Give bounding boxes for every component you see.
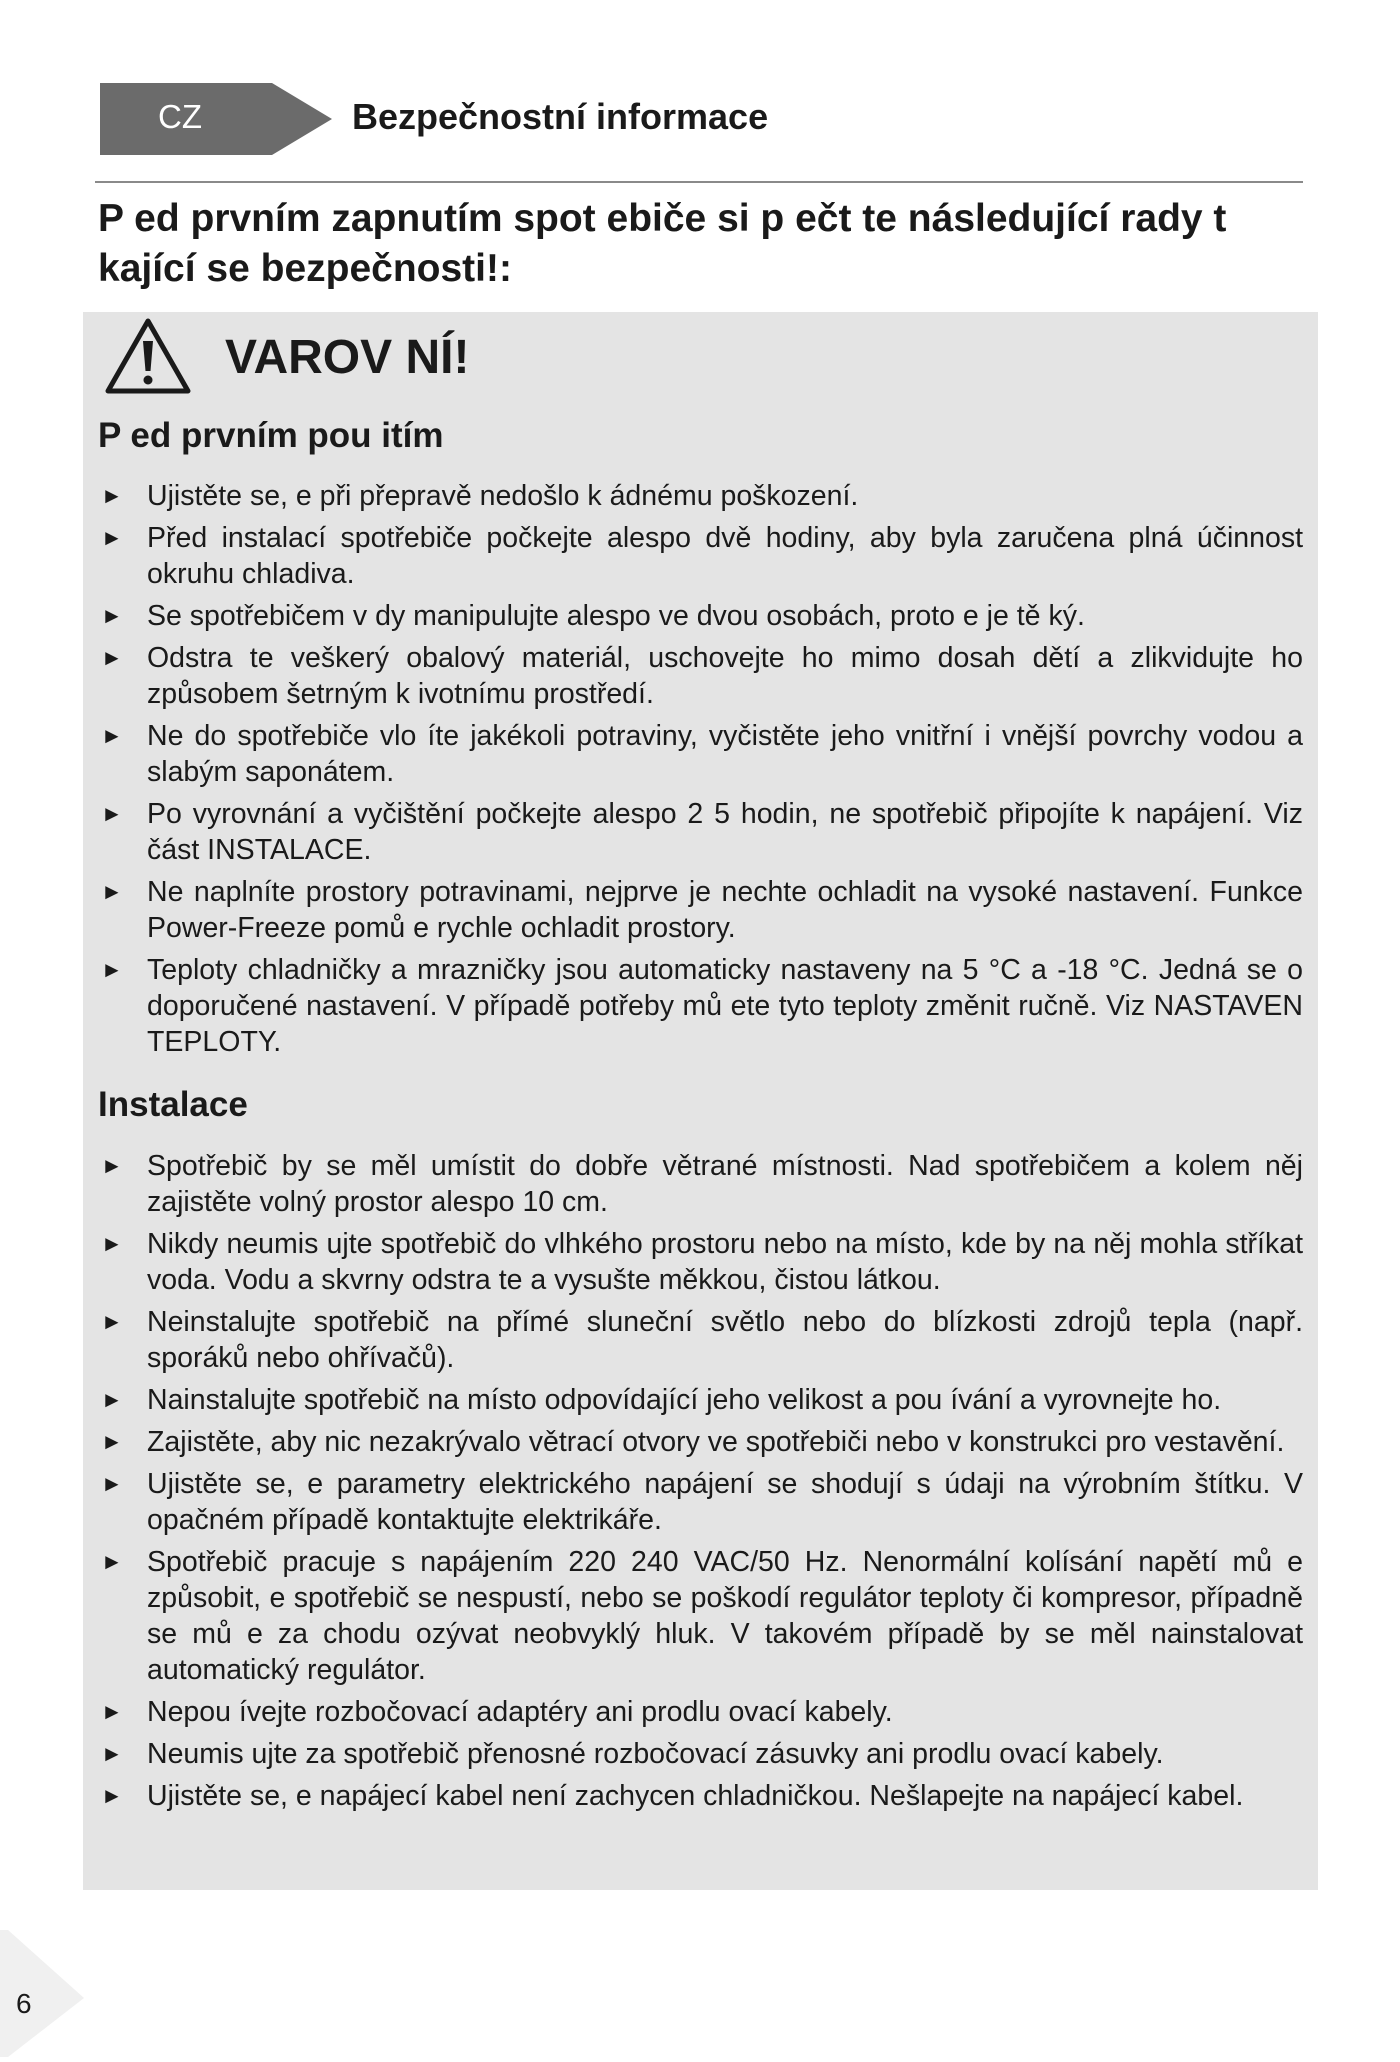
- list-item: ► Ne do spotřebiče vlo íte jakékoli potraviny, vyčistěte jeho vnitřní i vnější povrchy vodou a slabým saponátem.: [98, 718, 1303, 790]
- list-item: ► Odstra te veškerý obalový materiál, uschovejte ho mimo dosah dětí a zlikvidujte ho způsobem šetrným k ivotnímu prostředí.: [98, 640, 1303, 712]
- before-use-list: [98, 478, 1303, 1066]
- intro-heading: P ed prvním zapnutím spot ebiče si p ečt te následující rady t kající se bezpečnosti!:: [98, 197, 1227, 290]
- list-item: ► Se spotřebičem v dy manipulujte alespo ve dvou osobách, proto e je tě ký.: [98, 598, 1303, 634]
- section-title: Bezpečnostní informace: [352, 96, 769, 137]
- list-item: ► Spotřebič pracuje s napájením 220 240 VAC/50 Hz. Nenormální kolísání napětí mů e způsobit, e spotřebič se nespustí, nebo se poškodí regulátor teploty či kompresor, případně se mů e za chodu ozývat neobvyklý hluk. V takovém případě by se měl nainstalovat automatický regulátor.: [98, 1544, 1303, 1688]
- installation-heading: Instalace: [98, 1085, 248, 1124]
- list-item: ► Ujistěte se, e napájecí kabel není zachycen chladničkou. Nešlapejte na napájecí kabel.: [98, 1778, 1303, 1814]
- list-item: ► Nainstalujte spotřebič na místo odpovídající jeho velikost a pou ívání a vyrovnejte ho.: [98, 1382, 1303, 1418]
- page-number: 6: [16, 1988, 32, 2019]
- list-item: ► Neumis ujte za spotřebič přenosné rozbočovací zásuvky ani prodlu ovací kabely.: [98, 1736, 1303, 1772]
- list-item: ► Ujistěte se, e při přepravě nedošlo k ádnému poškození.: [98, 478, 1303, 514]
- language-tab: [100, 83, 332, 155]
- language-code: CZ: [158, 98, 202, 135]
- list-item: ► Před instalací spotřebiče počkejte alespo dvě hodiny, aby byla zaručena plná účinnost okruhu chladiva.: [98, 520, 1303, 592]
- page-number-tab: [0, 1930, 84, 2062]
- list-item: ► Zajistěte, aby nic nezakrývalo větrací otvory ve spotřebiči nebo v konstrukci pro vestavění.: [98, 1424, 1303, 1460]
- list-item: ► Spotřebič by se měl umístit do dobře větrané místnosti. Nad spotřebičem a kolem něj zajistěte volný prostor alespo 10 cm.: [98, 1148, 1303, 1220]
- list-item: ► Po vyrovnání a vyčištění počkejte alespo 2 5 hodin, ne spotřebič připojíte k napájení. Viz část INSTALACE.: [98, 796, 1303, 868]
- list-item: ► Neinstalujte spotřebič na přímé sluneční světlo nebo do blízkosti zdrojů tepla (např. sporáků nebo ohřívačů).: [98, 1304, 1303, 1376]
- list-item: ► Ne naplníte prostory potravinami, nejprve je nechte ochladit na vysoké nastavení. Funkce Power-Freeze pomů e rychle ochladit prostory.: [98, 874, 1303, 946]
- warning-title: VAROV NÍ!: [225, 331, 470, 384]
- header-divider: [95, 181, 1303, 183]
- warning-triangle-icon: [104, 315, 192, 402]
- list-item: ► Nepou ívejte rozbočovací adaptéry ani prodlu ovací kabely.: [98, 1694, 1303, 1730]
- installation-list: [98, 1148, 1303, 1820]
- before-use-heading: P ed prvním pou itím: [98, 416, 444, 455]
- list-item: ► Nikdy neumis ujte spotřebič do vlhkého prostoru nebo na místo, kde by na něj mohla stříkat voda. Vodu a skvrny odstra te a vysušte měkkou, čistou látkou.: [98, 1226, 1303, 1298]
- list-item: ► Ujistěte se, e parametry elektrického napájení se shodují s údaji na výrobním štítku. V opačném případě kontaktujte elektrikáře.: [98, 1466, 1303, 1538]
- list-item: ► Teploty chladničky a mrazničky jsou automaticky nastaveny na 5 °C a -18 °C. Jedná se o doporučené nastavení. V případě potřeby mů ete tyto teploty změnit ručně. Viz NASTAVEN TEPLOTY.: [98, 952, 1303, 1060]
